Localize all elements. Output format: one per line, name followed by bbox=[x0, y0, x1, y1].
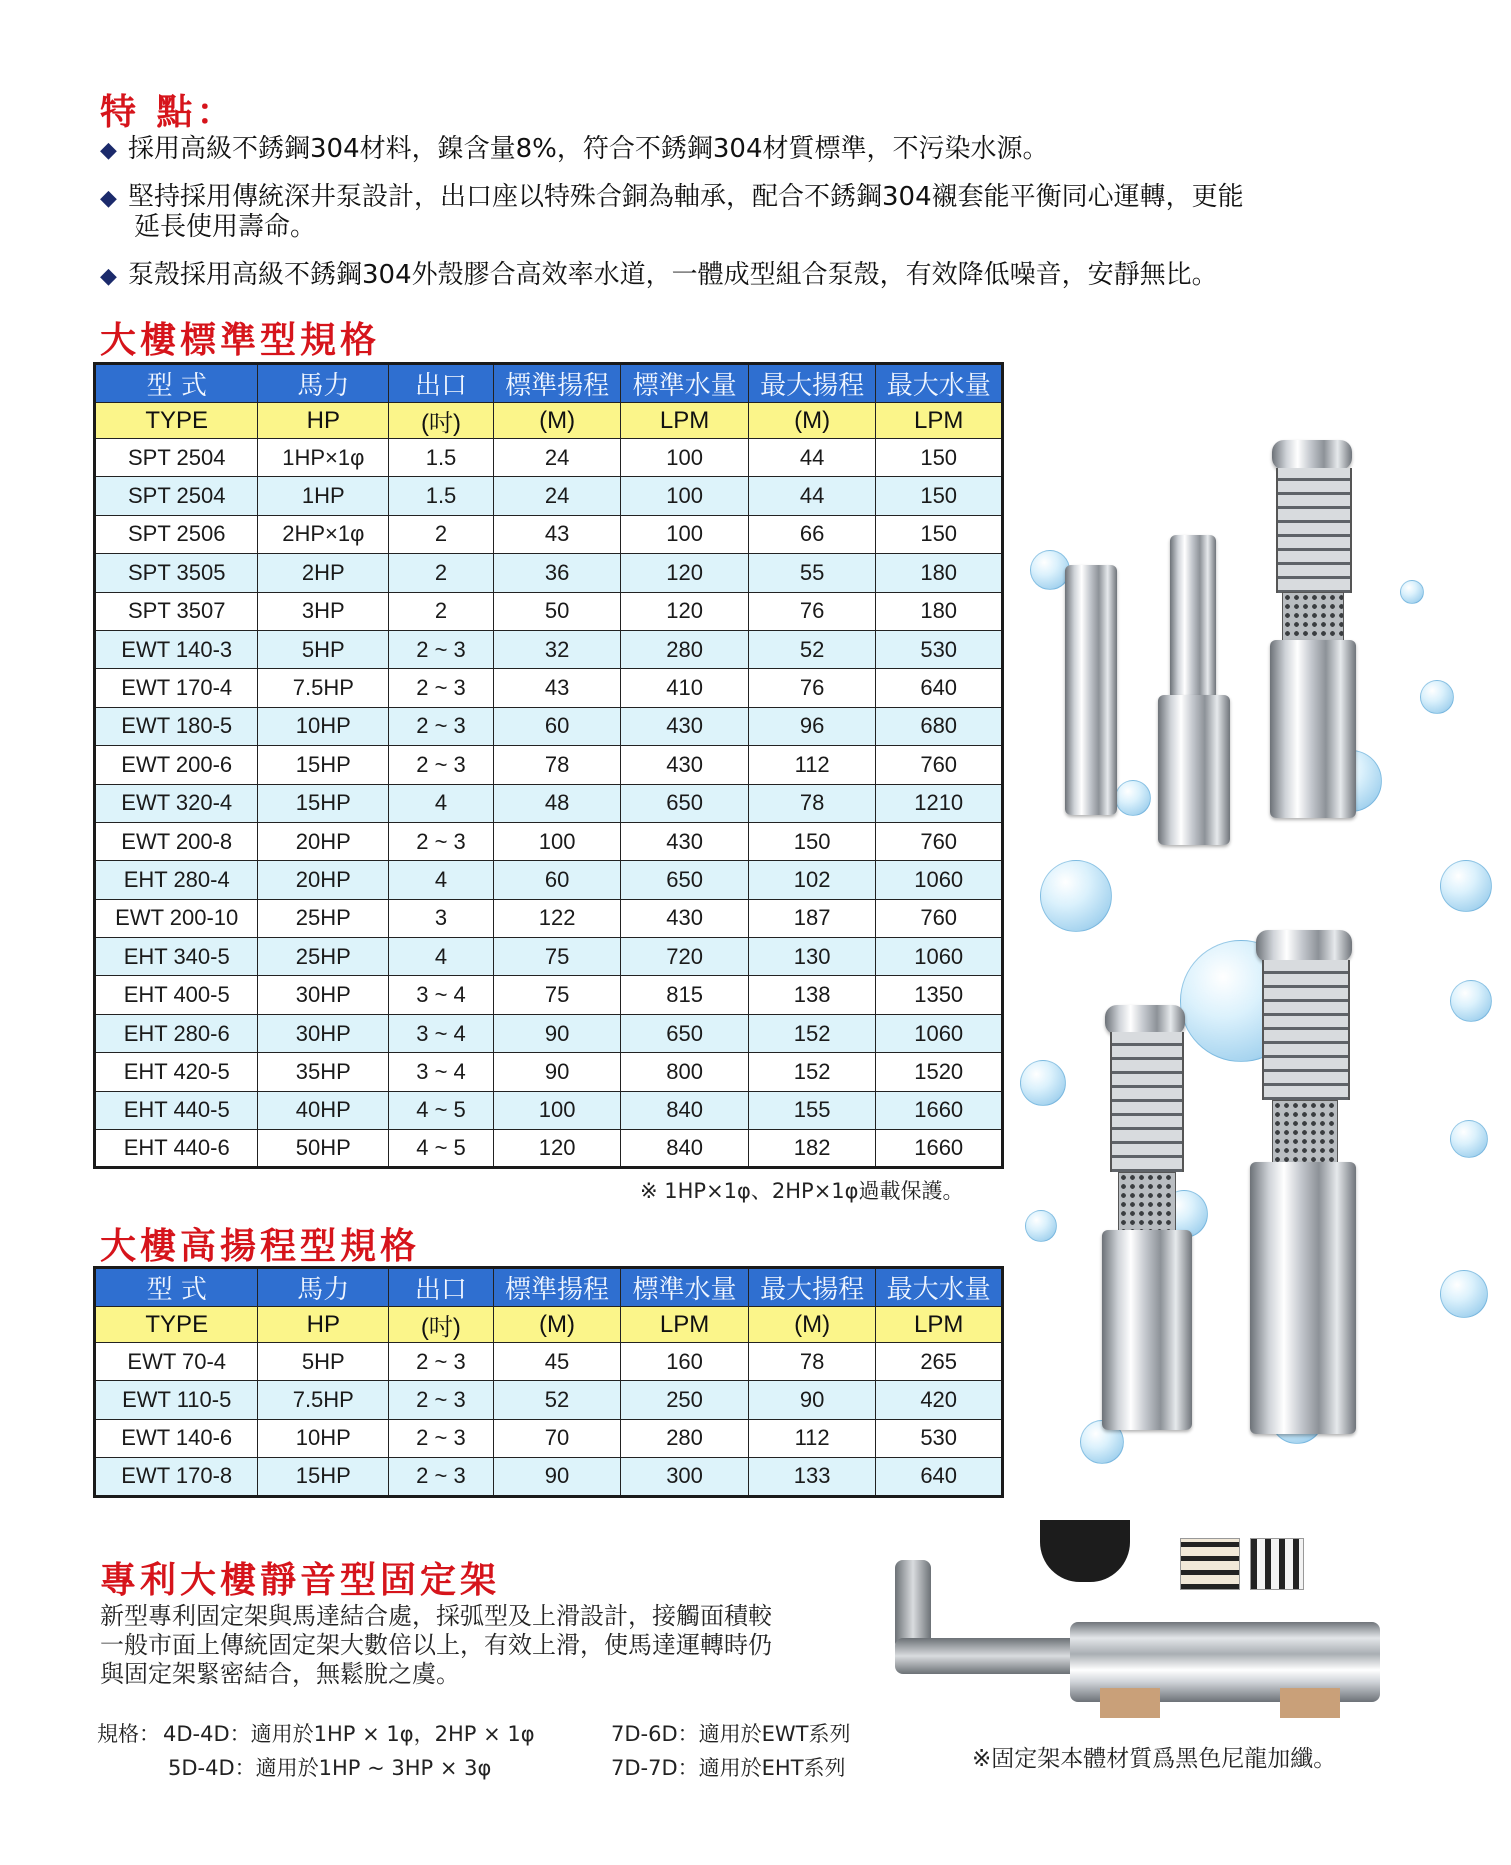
table-cell: 1350 bbox=[876, 976, 1003, 1014]
bubble-decoration bbox=[1420, 680, 1454, 714]
pump-medium-stages bbox=[1276, 468, 1352, 593]
table-cell: 4 ~ 5 bbox=[389, 1130, 494, 1168]
table-cell: 66 bbox=[748, 515, 876, 553]
pump-large-1-stages bbox=[1110, 1032, 1184, 1172]
table-cell: EWT 140-3 bbox=[95, 630, 258, 668]
table-cell: 150 bbox=[876, 439, 1003, 477]
table-cell: 3 ~ 4 bbox=[389, 1053, 494, 1091]
table-row bbox=[95, 899, 1003, 937]
table-cell: 5HP bbox=[258, 630, 389, 668]
table-subheader-row: TYPE HP (吋) (M) LPM (M) LPM bbox=[95, 403, 1003, 439]
table-row bbox=[95, 477, 1003, 515]
table-cell: 410 bbox=[621, 669, 749, 707]
table-cell: 20HP bbox=[258, 822, 389, 860]
table-cell: 7.5HP bbox=[258, 669, 389, 707]
table-cell: 1660 bbox=[876, 1130, 1003, 1168]
bubble-decoration bbox=[1440, 1270, 1488, 1318]
bubble-decoration bbox=[1450, 1120, 1488, 1158]
overload-note: ※ 1HP×1φ、2HP×1φ過載保護。 bbox=[640, 1179, 964, 1203]
table-cell: 112 bbox=[748, 746, 876, 784]
table-cell: 815 bbox=[621, 976, 749, 1014]
pump-large-2-motor bbox=[1250, 1162, 1356, 1434]
bubble-decoration bbox=[1025, 1210, 1057, 1242]
pipe-horizontal bbox=[895, 1638, 1085, 1674]
table-cell: 44 bbox=[748, 439, 876, 477]
table-cell: 150 bbox=[876, 515, 1003, 553]
pump-medium-motor bbox=[1270, 640, 1356, 818]
bubble-decoration bbox=[1450, 980, 1492, 1022]
table-row bbox=[95, 1419, 1003, 1457]
table-cell: 133 bbox=[748, 1458, 876, 1496]
table-cell: 78 bbox=[748, 1343, 876, 1381]
table-cell: 1520 bbox=[876, 1053, 1003, 1091]
table-cell: 650 bbox=[621, 784, 749, 822]
table-row bbox=[95, 554, 1003, 592]
table-cell: 1060 bbox=[876, 1014, 1003, 1052]
table-cell: 180 bbox=[876, 554, 1003, 592]
bracket-spec-5d4d: 5D-4D：適用於1HP ~ 3HP × 3φ bbox=[168, 1756, 492, 1780]
feature-bullet-2: ◆ 堅持採用傳統深井泵設計，出口座以特殊合銅為軸承，配合不銹鋼304襯套能平衡同心運轉，更能 延長使用壽命。 bbox=[100, 182, 1244, 242]
table-cell: 155 bbox=[748, 1091, 876, 1129]
bracket-wood-block-1 bbox=[1100, 1688, 1160, 1718]
bracket-spec-label: 規格： bbox=[97, 1722, 160, 1746]
bubble-decoration bbox=[1030, 550, 1070, 590]
table-row bbox=[95, 938, 1003, 976]
table-cell: 100 bbox=[493, 1091, 621, 1129]
bracket-white-piece-2 bbox=[1250, 1538, 1304, 1590]
table-cell: 15HP bbox=[258, 784, 389, 822]
high-head-spec-title: 大樓高揚程型規格 bbox=[100, 1225, 421, 1267]
table-cell: 530 bbox=[876, 630, 1003, 668]
features-title: 特 點： bbox=[100, 91, 237, 133]
table-cell: 640 bbox=[876, 1458, 1003, 1496]
diamond-bullet-icon: ◆ bbox=[100, 186, 117, 211]
table-header-row: 型 式 馬力 出口 標準揚程 標準水量 最大揚程 最大水量 bbox=[95, 364, 1003, 403]
table-cell: EHT 420-5 bbox=[95, 1053, 258, 1091]
table-cell: 90 bbox=[493, 1053, 621, 1091]
table-cell: 45 bbox=[493, 1343, 621, 1381]
pump-medium-head bbox=[1272, 440, 1352, 470]
table-cell: EHT 280-4 bbox=[95, 861, 258, 899]
table-cell: 1HP×1φ bbox=[258, 439, 389, 477]
table-cell: SPT 2504 bbox=[95, 477, 258, 515]
table-cell: 78 bbox=[493, 746, 621, 784]
table-cell: 90 bbox=[493, 1014, 621, 1052]
table-cell: EWT 170-4 bbox=[95, 669, 258, 707]
table-cell: SPT 3505 bbox=[95, 554, 258, 592]
table-cell: EHT 280-6 bbox=[95, 1014, 258, 1052]
table-cell: EWT 180-5 bbox=[95, 707, 258, 745]
table-cell: 300 bbox=[621, 1458, 749, 1496]
pump-small-2 bbox=[1170, 535, 1216, 700]
table-cell: 150 bbox=[876, 477, 1003, 515]
bracket-spec-7d6d: 7D-6D：適用於EWT系列 bbox=[611, 1722, 851, 1746]
pipe-elbow bbox=[895, 1560, 931, 1650]
table-cell: 50 bbox=[493, 592, 621, 630]
table-cell: 3 ~ 4 bbox=[389, 1014, 494, 1052]
table-cell: 1.5 bbox=[389, 439, 494, 477]
table-cell: 1HP bbox=[258, 477, 389, 515]
table-cell: EHT 440-5 bbox=[95, 1091, 258, 1129]
table-cell: 2 ~ 3 bbox=[389, 1458, 494, 1496]
table-cell: 100 bbox=[621, 477, 749, 515]
table-cell: 2 ~ 3 bbox=[389, 630, 494, 668]
table-cell: 760 bbox=[876, 899, 1003, 937]
standard-spec-table bbox=[93, 362, 1004, 1169]
table-cell: 130 bbox=[748, 938, 876, 976]
table-cell: 60 bbox=[493, 861, 621, 899]
table-row bbox=[95, 1381, 1003, 1419]
table-cell: SPT 2504 bbox=[95, 439, 258, 477]
table-cell: 4 bbox=[389, 784, 494, 822]
table-cell: 30HP bbox=[258, 1014, 389, 1052]
bracket-spec-7d7d: 7D-7D：適用於EHT系列 bbox=[611, 1756, 846, 1780]
table-cell: 152 bbox=[748, 1014, 876, 1052]
table-cell: 840 bbox=[621, 1130, 749, 1168]
bubble-decoration bbox=[1115, 780, 1151, 816]
table-header-row: 型 式 馬力 出口 標準揚程 標準水量 最大揚程 最大水量 bbox=[95, 1268, 1003, 1307]
table-cell: 182 bbox=[748, 1130, 876, 1168]
table-cell: 76 bbox=[748, 669, 876, 707]
table-cell: 152 bbox=[748, 1053, 876, 1091]
table-cell: 15HP bbox=[258, 1458, 389, 1496]
table-cell: 3 ~ 4 bbox=[389, 976, 494, 1014]
table-cell: 78 bbox=[748, 784, 876, 822]
table-cell: 122 bbox=[493, 899, 621, 937]
table-cell: 2 ~ 3 bbox=[389, 707, 494, 745]
table-cell: 430 bbox=[621, 707, 749, 745]
table-cell: 430 bbox=[621, 899, 749, 937]
table-cell: 3 bbox=[389, 899, 494, 937]
bracket-description: 新型專利固定架與馬達結合處，採弧型及上滑設計，接觸面積較 一般市面上傳統固定架大數倍以上，有效上滑，使馬達運轉時仍 與固定架緊密結合，無鬆脫之虞。 bbox=[100, 1602, 772, 1688]
table-cell: 4 bbox=[389, 938, 494, 976]
feature-bullet-3: ◆ 泵殼採用高級不銹鋼304外殼膠合高效率水道，一體成型組合泵殼，有效降低噪音，安靜無比。 bbox=[100, 260, 1218, 290]
table-cell: 2 ~ 3 bbox=[389, 1419, 494, 1457]
table-cell: 32 bbox=[493, 630, 621, 668]
table-cell: 10HP bbox=[258, 707, 389, 745]
pump-product-photo bbox=[1020, 420, 1500, 1590]
bracket-product-photo bbox=[880, 1520, 1400, 1730]
table-cell: 90 bbox=[493, 1458, 621, 1496]
table-row bbox=[95, 630, 1003, 668]
table-cell: 2 bbox=[389, 554, 494, 592]
table-cell: 52 bbox=[493, 1381, 621, 1419]
table-cell: 180 bbox=[876, 592, 1003, 630]
table-cell: 70 bbox=[493, 1419, 621, 1457]
table-cell: 2 bbox=[389, 515, 494, 553]
table-row bbox=[95, 439, 1003, 477]
table-cell: 7.5HP bbox=[258, 1381, 389, 1419]
table-cell: EWT 110-5 bbox=[95, 1381, 258, 1419]
table-cell: 3HP bbox=[258, 592, 389, 630]
table-cell: 76 bbox=[748, 592, 876, 630]
bracket-title: 專利大樓靜音型固定架 bbox=[100, 1559, 501, 1601]
table-cell: EWT 200-10 bbox=[95, 899, 258, 937]
table-cell: 760 bbox=[876, 746, 1003, 784]
table-row bbox=[95, 976, 1003, 1014]
table-cell: 112 bbox=[748, 1419, 876, 1457]
table-cell: EWT 170-8 bbox=[95, 1458, 258, 1496]
table-cell: 1060 bbox=[876, 861, 1003, 899]
table-cell: 4 bbox=[389, 861, 494, 899]
table-row bbox=[95, 822, 1003, 860]
table-cell: 48 bbox=[493, 784, 621, 822]
table-cell: 52 bbox=[748, 630, 876, 668]
bracket-spec-4d4d: 4D-4D：適用於1HP × 1φ，2HP × 1φ bbox=[163, 1722, 535, 1746]
table-cell: 43 bbox=[493, 515, 621, 553]
table-row bbox=[95, 1458, 1003, 1496]
table-cell: 25HP bbox=[258, 938, 389, 976]
table-cell: 430 bbox=[621, 746, 749, 784]
table-cell: 1660 bbox=[876, 1091, 1003, 1129]
table-cell: 265 bbox=[876, 1343, 1003, 1381]
table-cell: 24 bbox=[493, 439, 621, 477]
pump-large-2-head bbox=[1256, 930, 1352, 962]
table-cell: 50HP bbox=[258, 1130, 389, 1168]
pump-large-1-inlet bbox=[1118, 1172, 1176, 1234]
table-cell: 5HP bbox=[258, 1343, 389, 1381]
table-cell: 44 bbox=[748, 477, 876, 515]
pump-large-2-stages bbox=[1262, 960, 1350, 1100]
bracket-material-note: ※固定架本體材質爲黑色尼龍加纖。 bbox=[972, 1746, 1337, 1772]
table-row bbox=[95, 1130, 1003, 1168]
table-cell: SPT 2506 bbox=[95, 515, 258, 553]
table-cell: 160 bbox=[621, 1343, 749, 1381]
table-cell: 1.5 bbox=[389, 477, 494, 515]
table-cell: 120 bbox=[621, 592, 749, 630]
pump-medium-inlet bbox=[1282, 592, 1344, 642]
table-cell: 75 bbox=[493, 938, 621, 976]
table-cell: 96 bbox=[748, 707, 876, 745]
bracket-black-piece bbox=[1040, 1520, 1130, 1582]
table-cell: 25HP bbox=[258, 899, 389, 937]
table-cell: EHT 440-6 bbox=[95, 1130, 258, 1168]
pump-large-2-inlet bbox=[1272, 1100, 1338, 1166]
table-row bbox=[95, 1053, 1003, 1091]
bracket-wood-block-2 bbox=[1280, 1688, 1340, 1718]
table-cell: 100 bbox=[493, 822, 621, 860]
table-cell: 250 bbox=[621, 1381, 749, 1419]
table-cell: 138 bbox=[748, 976, 876, 1014]
table-cell: EWT 200-6 bbox=[95, 746, 258, 784]
diamond-bullet-icon: ◆ bbox=[100, 264, 117, 289]
table-cell: 280 bbox=[621, 1419, 749, 1457]
table-cell: 75 bbox=[493, 976, 621, 1014]
table-cell: SPT 3507 bbox=[95, 592, 258, 630]
table-cell: 100 bbox=[621, 515, 749, 553]
table-subheader-row: TYPE HP (吋) (M) LPM (M) LPM bbox=[95, 1307, 1003, 1343]
table-cell: 36 bbox=[493, 554, 621, 592]
table-cell: 2 bbox=[389, 592, 494, 630]
feature-bullet-1: ◆ 採用高級不銹鋼304材料，鎳含量8%，符合不銹鋼304材質標準，不污染水源。 bbox=[100, 134, 1049, 164]
table-row bbox=[95, 784, 1003, 822]
table-row bbox=[95, 1343, 1003, 1381]
table-cell: 840 bbox=[621, 1091, 749, 1129]
table-cell: 1060 bbox=[876, 938, 1003, 976]
table-row bbox=[95, 1091, 1003, 1129]
table-cell: 1210 bbox=[876, 784, 1003, 822]
diamond-bullet-icon: ◆ bbox=[100, 138, 117, 163]
table-cell: EHT 340-5 bbox=[95, 938, 258, 976]
bubble-decoration bbox=[1440, 860, 1492, 912]
table-cell: 43 bbox=[493, 669, 621, 707]
table-cell: 10HP bbox=[258, 1419, 389, 1457]
table-row bbox=[95, 669, 1003, 707]
table-cell: 40HP bbox=[258, 1091, 389, 1129]
table-cell: 530 bbox=[876, 1419, 1003, 1457]
table-cell: 650 bbox=[621, 861, 749, 899]
table-cell: 150 bbox=[748, 822, 876, 860]
table-cell: 120 bbox=[493, 1130, 621, 1168]
pump-small-2-motor bbox=[1158, 695, 1230, 845]
table-cell: EWT 320-4 bbox=[95, 784, 258, 822]
table-cell: 2 ~ 3 bbox=[389, 669, 494, 707]
table-cell: 420 bbox=[876, 1381, 1003, 1419]
table-row bbox=[95, 515, 1003, 553]
table-cell: 2 ~ 3 bbox=[389, 1381, 494, 1419]
table-cell: 90 bbox=[748, 1381, 876, 1419]
high-head-spec-table bbox=[93, 1266, 1004, 1498]
table-row bbox=[95, 746, 1003, 784]
table-cell: 800 bbox=[621, 1053, 749, 1091]
table-cell: 15HP bbox=[258, 746, 389, 784]
pump-small-1 bbox=[1065, 565, 1117, 815]
table-cell: EWT 140-6 bbox=[95, 1419, 258, 1457]
table-cell: 650 bbox=[621, 1014, 749, 1052]
table-cell: EHT 400-5 bbox=[95, 976, 258, 1014]
table-row bbox=[95, 1014, 1003, 1052]
table-cell: 760 bbox=[876, 822, 1003, 860]
table-cell: 2 ~ 3 bbox=[389, 1343, 494, 1381]
table-cell: 720 bbox=[621, 938, 749, 976]
bubble-decoration bbox=[1400, 580, 1424, 604]
table-cell: 2HP×1φ bbox=[258, 515, 389, 553]
table-row bbox=[95, 861, 1003, 899]
table-cell: 102 bbox=[748, 861, 876, 899]
table-cell: 120 bbox=[621, 554, 749, 592]
table-cell: 2 ~ 3 bbox=[389, 822, 494, 860]
table-cell: EWT 70-4 bbox=[95, 1343, 258, 1381]
table-cell: 4 ~ 5 bbox=[389, 1091, 494, 1129]
table-row bbox=[95, 592, 1003, 630]
bubble-decoration bbox=[1020, 1060, 1066, 1106]
table-cell: 30HP bbox=[258, 976, 389, 1014]
table-cell: EWT 200-8 bbox=[95, 822, 258, 860]
table-row bbox=[95, 707, 1003, 745]
table-cell: 20HP bbox=[258, 861, 389, 899]
table-cell: 187 bbox=[748, 899, 876, 937]
table-cell: 35HP bbox=[258, 1053, 389, 1091]
table-cell: 680 bbox=[876, 707, 1003, 745]
pump-large-1-head bbox=[1105, 1005, 1185, 1035]
standard-spec-title: 大樓標準型規格 bbox=[100, 319, 381, 361]
table-cell: 2 ~ 3 bbox=[389, 746, 494, 784]
table-cell: 100 bbox=[621, 439, 749, 477]
table-cell: 24 bbox=[493, 477, 621, 515]
table-cell: 640 bbox=[876, 669, 1003, 707]
pump-large-1-motor bbox=[1102, 1230, 1192, 1430]
table-cell: 2HP bbox=[258, 554, 389, 592]
bracket-white-piece-1 bbox=[1180, 1538, 1240, 1590]
table-cell: 430 bbox=[621, 822, 749, 860]
table-cell: 60 bbox=[493, 707, 621, 745]
table-cell: 280 bbox=[621, 630, 749, 668]
bubble-decoration bbox=[1040, 860, 1112, 932]
table-cell: 55 bbox=[748, 554, 876, 592]
